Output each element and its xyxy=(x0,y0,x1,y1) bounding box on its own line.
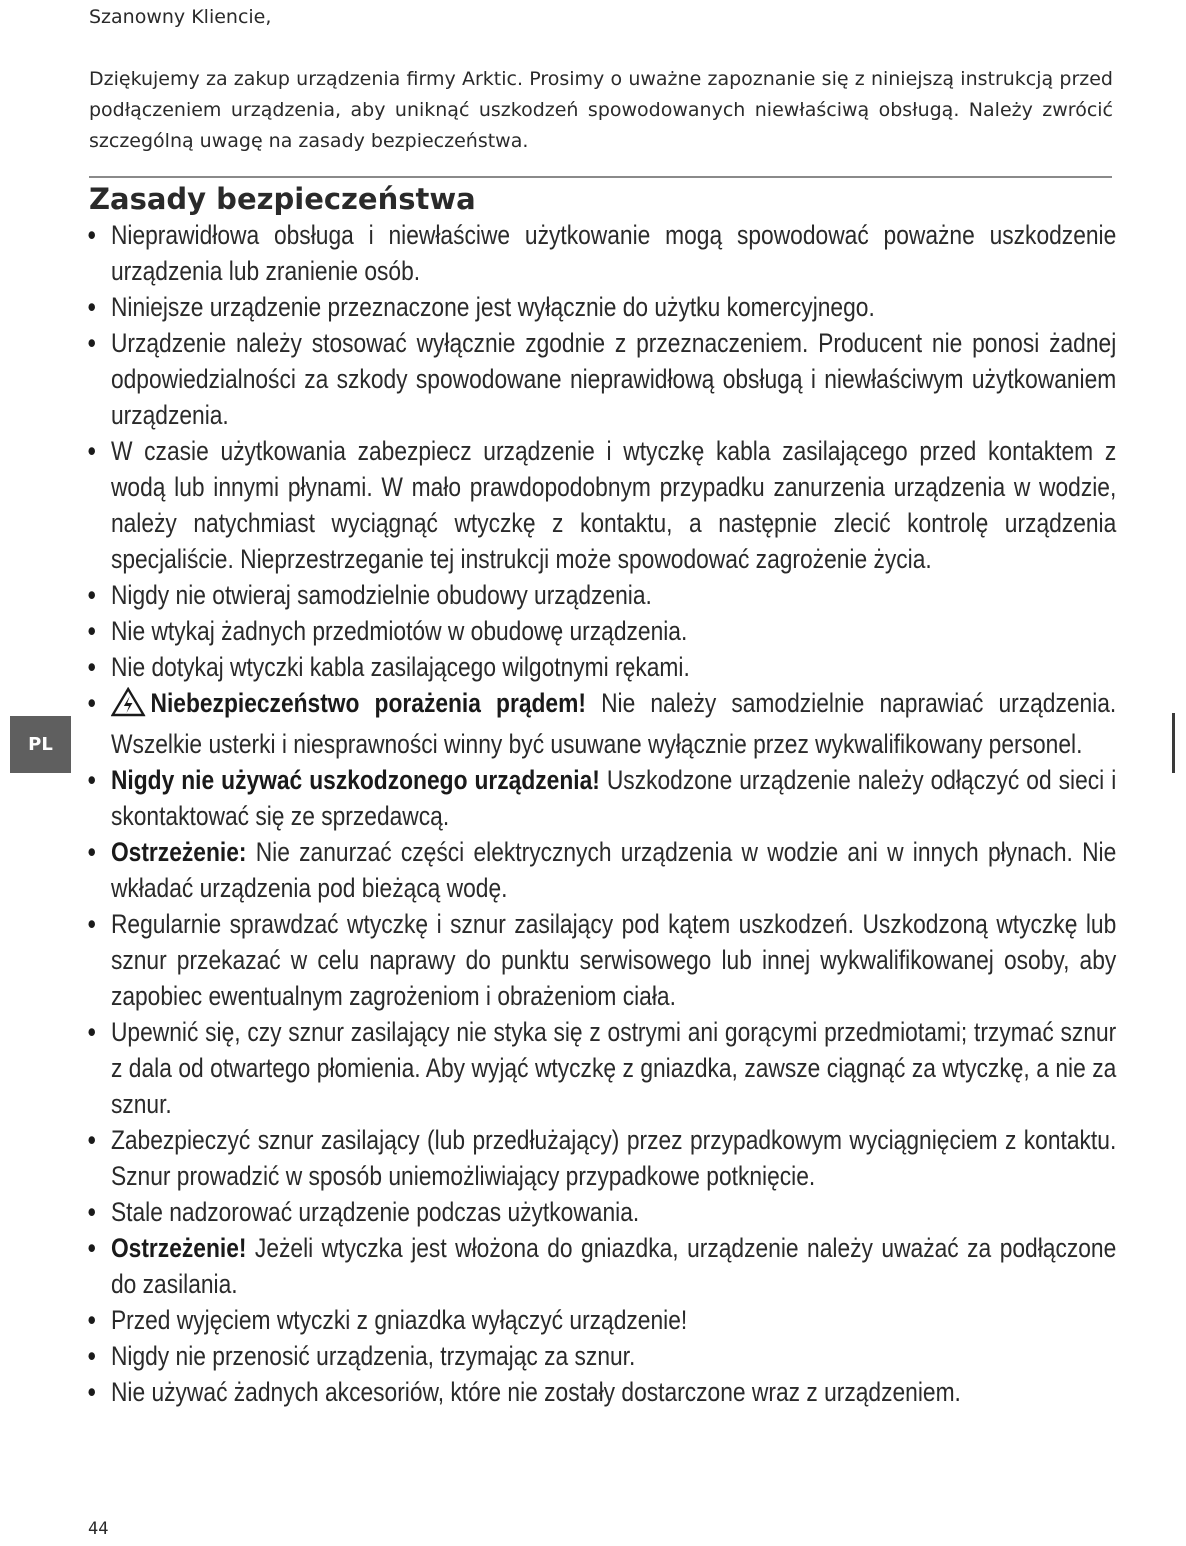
language-tab: PL xyxy=(10,716,71,773)
safety-rule-text: Niniejsze urządzenie przeznaczone jest wyłącznie do użytku komercyjnego. xyxy=(110,292,875,322)
safety-rule-item xyxy=(86,217,1116,289)
safety-rule-text: Regularnie sprawdzać wtyczkę i sznur zasilający pod kątem uszkodzeń. Uszkodzoną wtyczkę lub sznur przekazać w celu naprawy do punktu serwisowego lub innej wykwalifikowanej osoby, aby zapobiec ewentualnym zagrożeniom i obrażeniom ciała. xyxy=(110,909,1117,1011)
page-edge-marker xyxy=(1172,713,1175,773)
greeting: Szanowny Kliencie, xyxy=(89,6,272,28)
safety-rule-emphasis: Nigdy nie używać uszkodzonego urządzenia! xyxy=(110,765,600,795)
safety-rule-item xyxy=(86,906,1116,1014)
safety-rule-item xyxy=(86,1122,1116,1194)
safety-rule-item xyxy=(86,762,1116,834)
safety-rule-item xyxy=(86,577,1116,613)
safety-rule-text: Nie zanurzać części elektrycznych urządzenia w wodzie ani w innych płynach. Nie wkładać urządzenia pod bieżącą wodę. xyxy=(110,837,1117,903)
section-title: Zasady bezpieczeństwa xyxy=(89,182,476,216)
safety-rule-text: Jeżeli wtyczka jest włożona do gniazdka, urządzenie należy uważać za podłączone do zasilania. xyxy=(110,1233,1117,1299)
intro-paragraph: Dziękujemy za zakup urządzenia firmy Arktic. Prosimy o uważne zapoznanie się z niniejszą instrukcją przed podłączeniem urządzenia, aby uniknąć uszkodzeń spowodowanych niewłaściwą obsługą. Należy zwrócić szczególną uwagę na zasady bezpieczeństwa. xyxy=(89,68,1113,152)
safety-rule-text: Stale nadzorować urządzenie podczas użytkowania. xyxy=(110,1197,640,1227)
safety-rule-item xyxy=(86,1302,1116,1338)
section-divider xyxy=(89,176,1112,178)
safety-rule-text: Nie wtykaj żadnych przedmiotów w obudowę urządzenia. xyxy=(110,616,688,646)
safety-rule-text: Nigdy nie otwieraj samodzielnie obudowy urządzenia. xyxy=(110,580,652,610)
safety-rule-emphasis: Niebezpieczeństwo porażenia prądem! xyxy=(150,688,586,718)
safety-rule-text: Nie należy samodzielnie naprawiać urządzenia. Wszelkie usterki i niesprawności winny być usuwane wyłącznie przez wykwalifikowany personel. xyxy=(110,688,1117,759)
safety-rule-text: Przed wyjęciem wtyczki z gniazdka wyłączyć urządzenie! xyxy=(110,1305,688,1335)
safety-rule-item xyxy=(86,1014,1116,1122)
safety-rule-item xyxy=(86,649,1116,685)
safety-rule-item xyxy=(86,1194,1116,1230)
safety-rule-text: Zabezpieczyć sznur zasilający (lub przedłużający) przez przypadkowym wyciągnięciem z kontaktu. Sznur prowadzić w sposób uniemożliwiający przypadkowe potknięcie. xyxy=(110,1125,1117,1191)
safety-rule-item xyxy=(86,685,1116,762)
safety-rule-text: Uszkodzone urządzenie należy odłączyć od sieci i skontaktować się ze sprzedawcą. xyxy=(110,765,1117,831)
safety-rule-item xyxy=(86,433,1116,577)
safety-rule-item xyxy=(86,613,1116,649)
safety-rule-item xyxy=(86,289,1116,325)
page-number: 44 xyxy=(88,1519,109,1539)
safety-rule-item xyxy=(86,1374,1116,1410)
safety-rule-text: W czasie użytkowania zabezpiecz urządzenie i wtyczkę kabla zasilającego przed kontaktem z wodą lub innymi płynami. W mało prawdopodobnym przypadku zanurzenia urządzenia w wodzie, należy natychmiast wyciągnąć wtyczkę z kontaktu, a następnie zlecić kontrolę urządzenia specjaliście. Nieprzestrzeganie tej instrukcji może spowodować zagrożenie życia. xyxy=(110,436,1117,574)
safety-rule-emphasis: Ostrzeżenie: xyxy=(110,837,247,867)
safety-rule-item xyxy=(86,325,1116,433)
safety-rule-text: Nigdy nie przenosić urządzenia, trzymając za sznur. xyxy=(110,1341,636,1371)
electric-hazard-icon xyxy=(111,687,145,726)
safety-rule-text: Urządzenie należy stosować wyłącznie zgodnie z przeznaczeniem. Producent nie ponosi żadnej odpowiedzialności za szkody spowodowane nieprawidłową obsługą i niewłaściwym użytkowaniem urządzenia. xyxy=(110,328,1117,430)
safety-rule-item xyxy=(86,834,1116,906)
safety-rule-text: Upewnić się, czy sznur zasilający nie styka się z ostrymi ani gorącymi przedmiotami; trzymać sznur z dala od otwartego płomienia. Aby wyjąć wtyczkę z gniazdka, zawsze ciągnąć za wtyczkę, a nie za sznur. xyxy=(110,1017,1117,1119)
safety-rule-text: Nie dotykaj wtyczki kabla zasilającego wilgotnymi rękami. xyxy=(110,652,690,682)
safety-rules-list xyxy=(86,217,1116,1410)
safety-rule-item xyxy=(86,1338,1116,1374)
safety-rule-text: Nieprawidłowa obsługa i niewłaściwe użytkowanie mogą spowodować poważne uszkodzenie urządzenia lub zranienie osób. xyxy=(110,220,1117,286)
safety-rule-emphasis: Ostrzeżenie! xyxy=(110,1233,247,1263)
safety-rule-text: Nie używać żadnych akcesoriów, które nie zostały dostarczone wraz z urządzeniem. xyxy=(110,1377,961,1407)
safety-rule-item xyxy=(86,1230,1116,1302)
